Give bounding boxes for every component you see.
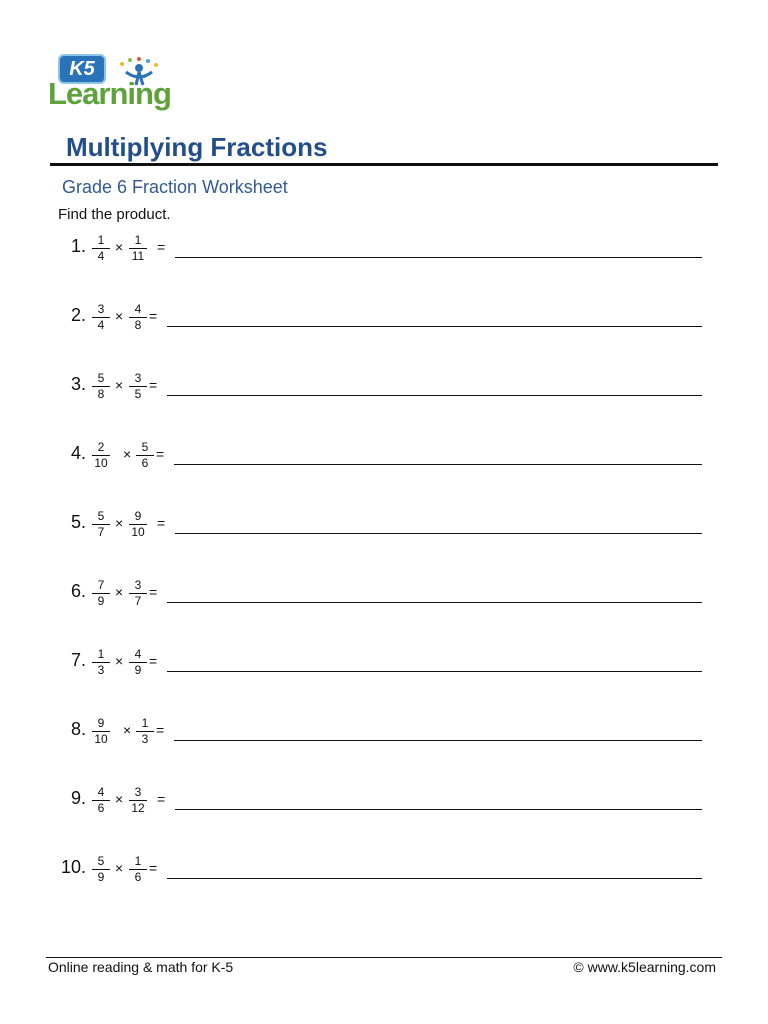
fraction <box>129 234 147 263</box>
denominator: 6 <box>97 801 105 815</box>
times-sign: × <box>115 860 124 876</box>
answer-line[interactable] <box>174 740 702 741</box>
equals-sign: = <box>156 446 165 462</box>
times-sign: × <box>115 653 124 669</box>
times-sign: × <box>123 722 132 738</box>
problem-item <box>0 509 768 562</box>
denominator: 5 <box>134 387 142 401</box>
numerator: 2 <box>97 440 105 454</box>
answer-line[interactable] <box>167 602 702 603</box>
numerator: 1 <box>97 233 105 247</box>
equals-sign: = <box>149 860 158 876</box>
denominator: 8 <box>134 318 142 332</box>
fraction <box>92 441 110 470</box>
fraction <box>136 441 154 470</box>
fraction <box>92 786 110 815</box>
denominator: 3 <box>141 732 149 746</box>
answer-line[interactable] <box>175 533 702 534</box>
problem-number: 7. <box>70 650 86 670</box>
times-sign: × <box>115 515 124 531</box>
numerator: 9 <box>97 716 105 730</box>
problem-number: 9. <box>70 788 86 808</box>
answer-line[interactable] <box>167 326 702 327</box>
denominator: 8 <box>97 387 105 401</box>
times-sign: × <box>115 239 124 255</box>
title-divider <box>50 163 718 166</box>
problem-number: 4. <box>70 443 86 463</box>
denominator: 12 <box>131 801 145 815</box>
fraction <box>129 303 147 332</box>
numerator: 5 <box>97 371 105 385</box>
denominator: 10 <box>94 732 108 746</box>
numerator: 5 <box>141 440 149 454</box>
numerator: 3 <box>97 302 105 316</box>
k5-learning-logo <box>46 50 188 112</box>
fraction <box>129 510 147 539</box>
times-sign: × <box>115 308 124 324</box>
instruction-text: Find the product. <box>58 206 171 223</box>
times-sign: × <box>115 584 124 600</box>
fraction <box>92 855 110 884</box>
problem-number: 5. <box>70 512 86 532</box>
equals-sign: = <box>149 377 158 393</box>
problem-item <box>0 854 768 907</box>
numerator: 1 <box>141 716 149 730</box>
times-sign: × <box>115 791 124 807</box>
denominator: 4 <box>97 249 105 263</box>
fraction <box>92 510 110 539</box>
denominator: 6 <box>134 870 142 884</box>
equals-sign: = <box>156 722 165 738</box>
numerator: 4 <box>134 302 142 316</box>
answer-line[interactable] <box>175 809 702 810</box>
fraction <box>92 372 110 401</box>
fraction <box>129 786 147 815</box>
denominator: 7 <box>97 525 105 539</box>
problem-item <box>0 785 768 838</box>
fraction <box>92 579 110 608</box>
denominator: 11 <box>131 249 145 263</box>
problem-item <box>0 233 768 286</box>
problem-number: 1. <box>70 236 86 256</box>
logo-badge: K5 <box>58 54 106 84</box>
times-sign: × <box>115 377 124 393</box>
equals-sign: = <box>149 653 158 669</box>
denominator: 7 <box>134 594 142 608</box>
fraction <box>92 303 110 332</box>
fraction <box>92 648 110 677</box>
denominator: 9 <box>97 594 105 608</box>
denominator: 10 <box>131 525 145 539</box>
numerator: 1 <box>134 233 142 247</box>
numerator: 4 <box>97 785 105 799</box>
answer-line[interactable] <box>167 671 702 672</box>
answer-line[interactable] <box>167 878 702 879</box>
fraction <box>129 648 147 677</box>
numerator: 4 <box>134 647 142 661</box>
fraction <box>129 579 147 608</box>
problem-item <box>0 371 768 424</box>
times-sign: × <box>123 446 132 462</box>
answer-line[interactable] <box>167 395 702 396</box>
footer-website: © www.k5learning.com <box>573 959 716 975</box>
equals-sign: = <box>157 515 166 531</box>
denominator: 9 <box>97 870 105 884</box>
numerator: 5 <box>97 509 105 523</box>
fraction <box>129 372 147 401</box>
equals-sign: = <box>149 308 158 324</box>
problem-item <box>0 578 768 631</box>
equals-sign: = <box>157 239 166 255</box>
answer-line[interactable] <box>175 257 702 258</box>
equals-sign: = <box>157 791 166 807</box>
problem-number: 10. <box>60 857 86 877</box>
footer-divider <box>46 957 722 958</box>
denominator: 6 <box>141 456 149 470</box>
denominator: 9 <box>134 663 142 677</box>
fraction <box>136 717 154 746</box>
equals-sign: = <box>149 584 158 600</box>
problem-number: 2. <box>70 305 86 325</box>
numerator: 7 <box>97 578 105 592</box>
fraction <box>129 855 147 884</box>
problem-number: 3. <box>70 374 86 394</box>
footer-tagline: Online reading & math for K-5 <box>48 959 234 975</box>
numerator: 9 <box>134 509 142 523</box>
problem-number: 6. <box>70 581 86 601</box>
problem-item <box>0 440 768 493</box>
answer-line[interactable] <box>174 464 702 465</box>
numerator: 3 <box>134 785 142 799</box>
denominator: 3 <box>97 663 105 677</box>
denominator: 4 <box>97 318 105 332</box>
problem-item <box>0 716 768 769</box>
page-title: Multiplying Fractions <box>66 132 328 162</box>
worksheet-subtitle: Grade 6 Fraction Worksheet <box>62 177 288 197</box>
fraction <box>92 234 110 263</box>
problem-item <box>0 302 768 355</box>
problem-item <box>0 647 768 700</box>
fraction <box>92 717 110 746</box>
logo-wordmark: Learning <box>48 76 171 111</box>
numerator: 1 <box>97 647 105 661</box>
numerator: 3 <box>134 371 142 385</box>
numerator: 3 <box>134 578 142 592</box>
numerator: 5 <box>97 854 105 868</box>
problem-number: 8. <box>70 719 86 739</box>
numerator: 1 <box>134 854 142 868</box>
denominator: 10 <box>94 456 108 470</box>
